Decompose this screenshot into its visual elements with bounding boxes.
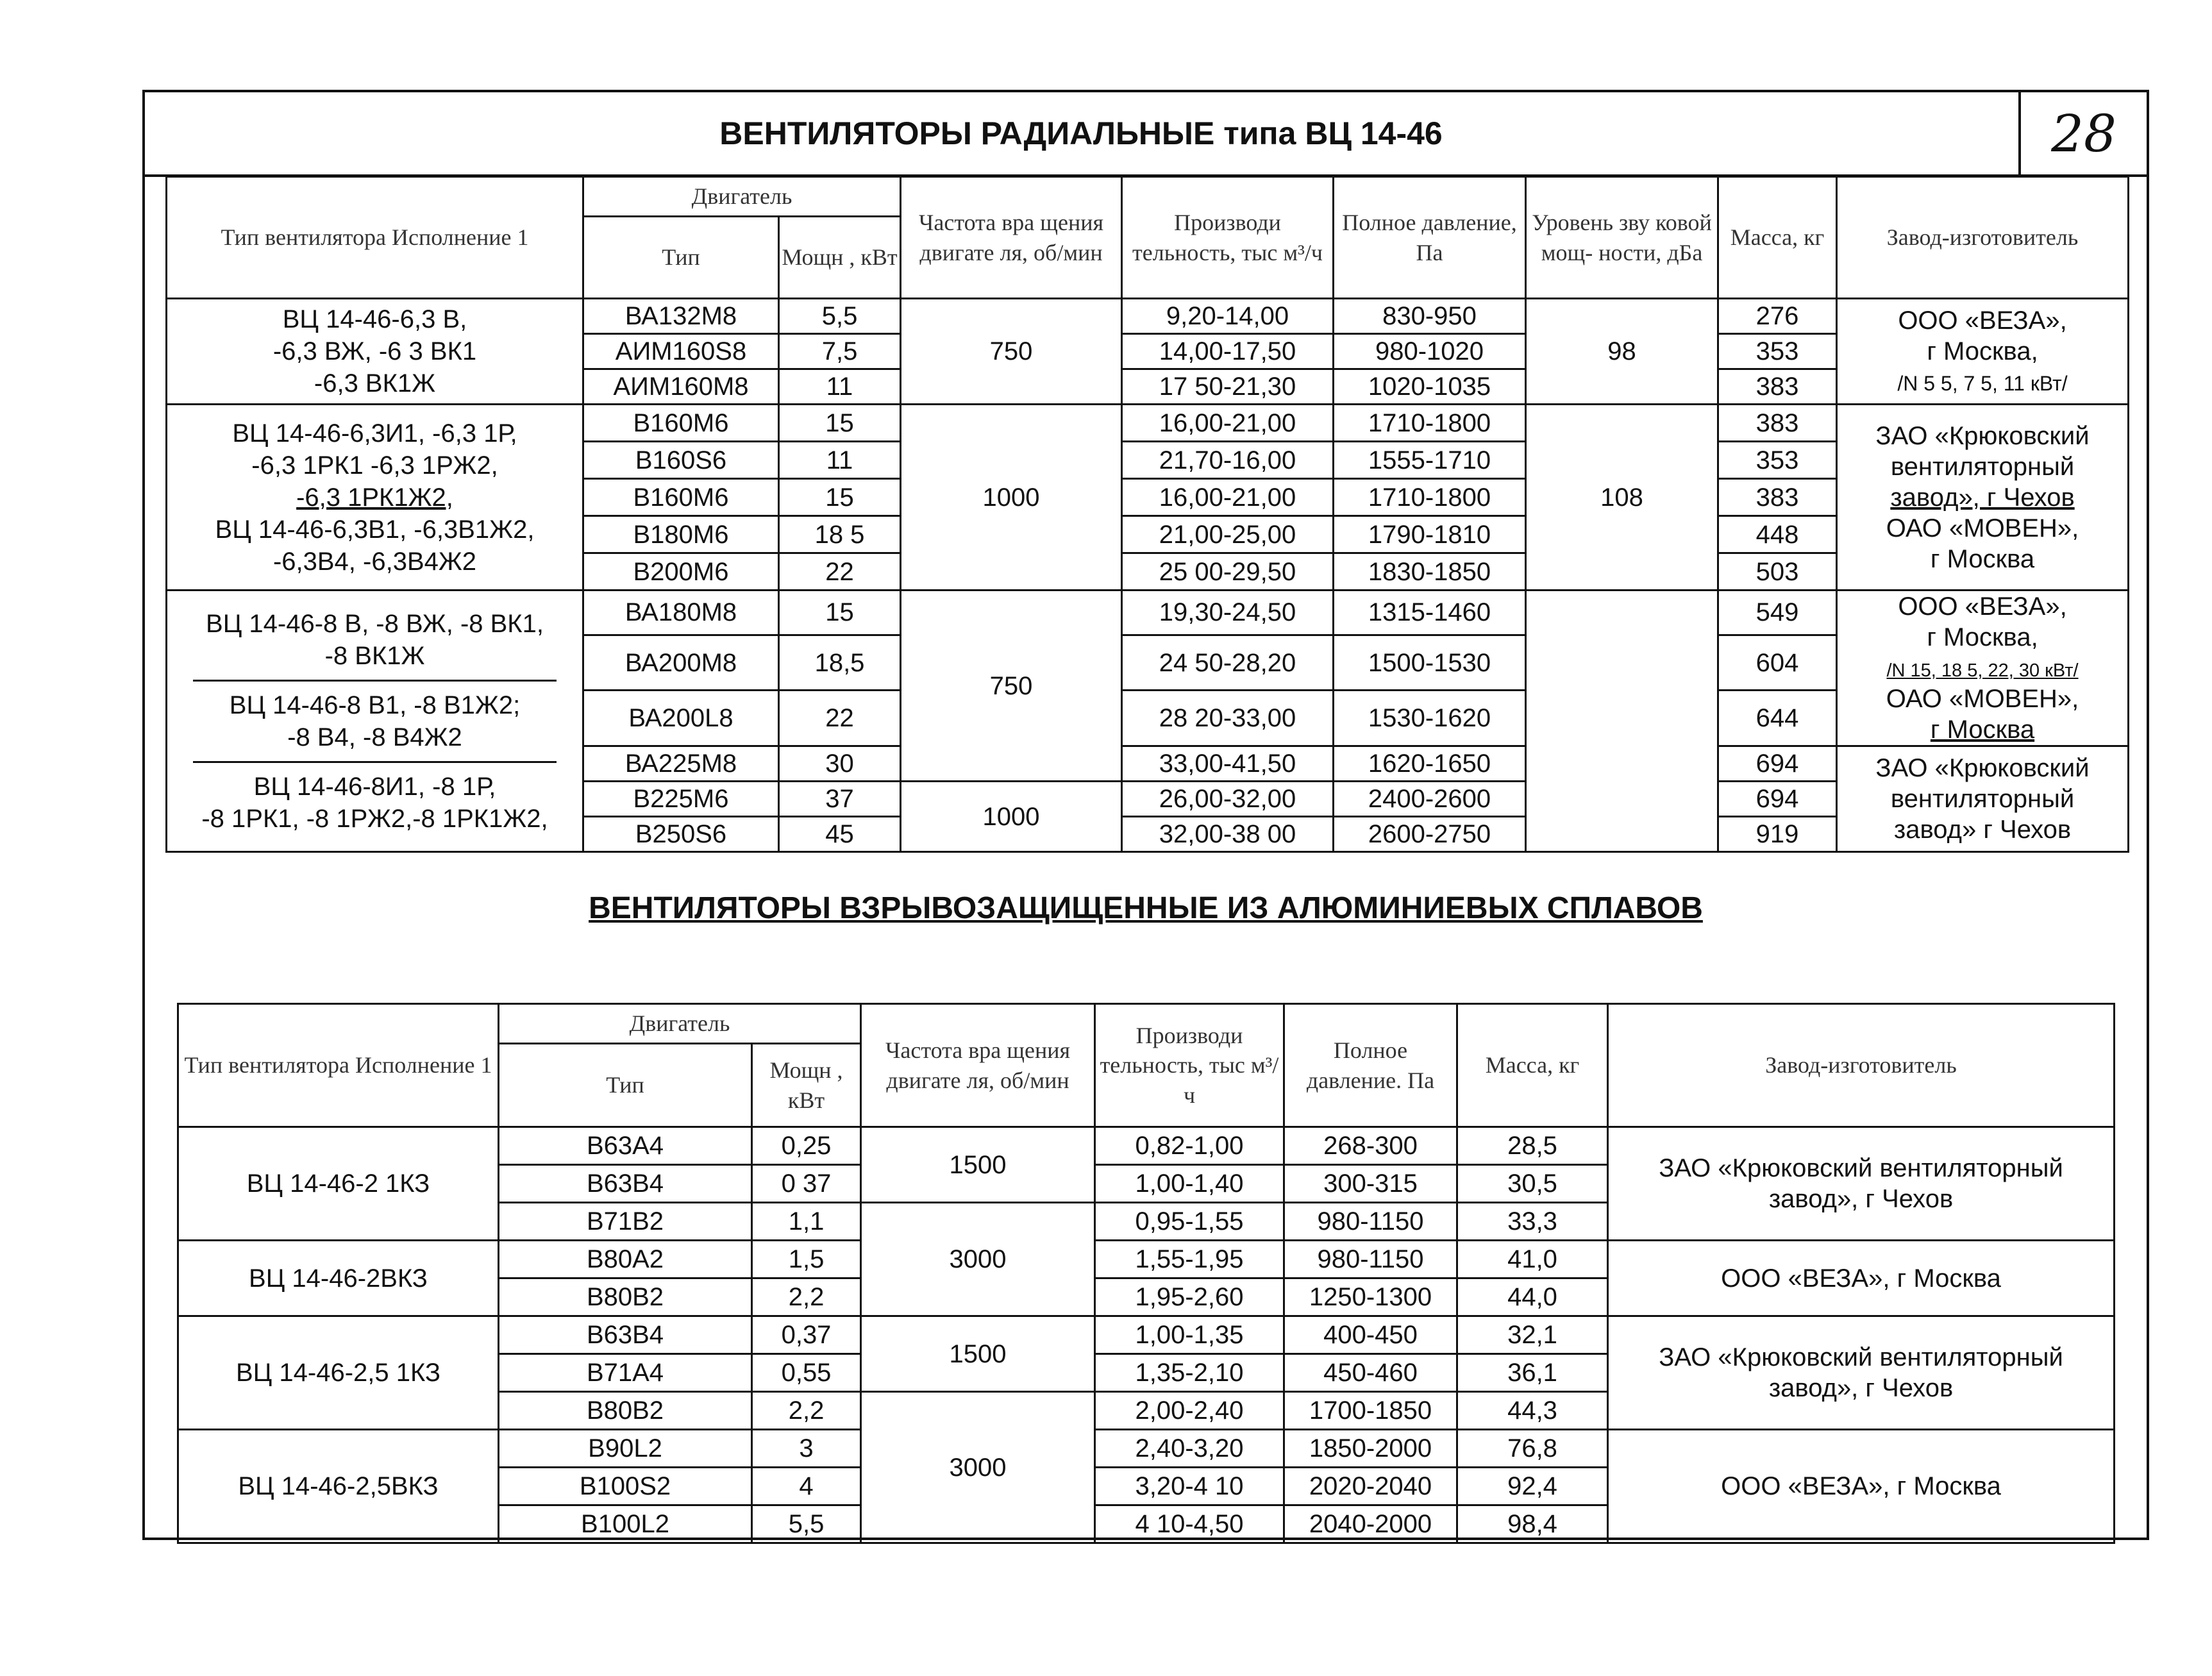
cell: 2,2: [752, 1392, 861, 1430]
cell: АИМ160S8: [583, 334, 779, 369]
maker-cell: [1608, 1316, 2115, 1430]
explosion-proof-fans-table: [177, 1003, 2115, 1544]
table-row: [178, 1430, 2115, 1468]
cell: 276: [1718, 299, 1837, 334]
speed-cell: 1500: [861, 1316, 1095, 1392]
header-fan-type: Тип вентилятора Исполнение 1: [167, 177, 583, 299]
header-pressure: Полное давление. Па: [1284, 1004, 1457, 1127]
cell: АИМ160М8: [583, 369, 779, 405]
text-line: ОАО «МОВЕН»,: [1886, 514, 2079, 542]
cell: 1850-2000: [1284, 1430, 1457, 1468]
cell: В180М6: [583, 516, 779, 553]
cell: 15: [779, 591, 901, 635]
cell: 1020-1035: [1334, 369, 1526, 405]
speed-cell: 1500: [861, 1127, 1095, 1203]
cell: В250S6: [583, 817, 779, 852]
cell: 1700-1850: [1284, 1392, 1457, 1430]
table-row: [178, 1241, 2115, 1278]
cell: 980-1150: [1284, 1241, 1457, 1278]
cell: 694: [1718, 746, 1837, 782]
cell: 4: [752, 1468, 861, 1505]
cell: 14,00-17,50: [1122, 334, 1334, 369]
cell: В80А2: [499, 1241, 752, 1278]
text-line: ЗАО «Крюковский: [1875, 754, 2090, 782]
text-line: ВЦ 14-46-6,3И1, -6,3 1Р,: [232, 419, 517, 448]
cell: 353: [1718, 442, 1837, 479]
cell: 644: [1718, 691, 1837, 746]
cell: 1,1: [752, 1203, 861, 1241]
cell: 1530-1620: [1334, 691, 1526, 746]
cell: В71А4: [499, 1354, 752, 1392]
cell: 21,00-25,00: [1122, 516, 1334, 553]
noise-cell: 108: [1526, 405, 1718, 591]
text-line: завод» г Чехов: [1893, 816, 2072, 844]
text-line: ВЦ 14-46-8И1, -8 1Р,: [253, 772, 496, 801]
cell: 383: [1718, 405, 1837, 442]
cell: 1,35-2,10: [1095, 1354, 1284, 1392]
header-motor-type: Тип: [499, 1044, 752, 1127]
cell: 32,1: [1457, 1316, 1608, 1354]
header-speed: Частота вра щения двигате ля, об/мин: [861, 1004, 1095, 1127]
text-line: г Москва,: [1927, 337, 2038, 365]
header-power: Мощн , кВт: [779, 217, 901, 299]
header-pressure: Полное давление, Па: [1334, 177, 1526, 299]
text-line: вентиляторный: [1890, 785, 2075, 813]
fan-type-cell: ВЦ 14-46-2,5 1КЗ: [178, 1316, 499, 1430]
text-line: ВЦ 14-46-8 В, -8 ВЖ, -8 ВК1,: [206, 609, 544, 638]
page-title: ВЕНТИЛЯТОРЫ РАДИАЛЬНЫЕ типа ВЦ 14-46: [719, 115, 1443, 151]
cell: 4 10-4,50: [1095, 1505, 1284, 1543]
cell: В225М6: [583, 782, 779, 817]
text-line: вентиляторный: [1890, 452, 2075, 481]
radial-fans-table: [165, 176, 2129, 853]
cell: 11: [779, 369, 901, 405]
text-line: -6,3В4, -6,3В4Ж2: [272, 547, 477, 576]
cell: 400-450: [1284, 1316, 1457, 1354]
maker-cell: [1837, 591, 2129, 746]
cell: 19,30-24,50: [1122, 591, 1334, 635]
maker-cell: [1837, 746, 2129, 852]
speed-cell: 3000: [861, 1392, 1095, 1543]
cell: 30: [779, 746, 901, 782]
cell: 5,5: [752, 1505, 861, 1543]
speed-cell: 3000: [861, 1203, 1095, 1316]
cell: 0,37: [752, 1316, 861, 1354]
title-row: [145, 92, 2147, 177]
text-line: /N 15, 18 5, 22, 30 кВт/: [1886, 660, 2079, 681]
cell: 9,20-14,00: [1122, 299, 1334, 334]
cell: 694: [1718, 782, 1837, 817]
maker-cell: ООО «ВЕЗА», г Москва: [1608, 1430, 2115, 1543]
header-motor: Двигатель: [583, 177, 901, 217]
maker-cell: [1608, 1127, 2115, 1241]
text-line: /N 5 5, 7 5, 11 кВт/: [1897, 372, 2068, 395]
fan-type-cell: [167, 299, 583, 405]
text-line: -6,3 1РК1 -6,3 1РЖ2,: [251, 451, 498, 480]
cell: 0,95-1,55: [1095, 1203, 1284, 1241]
cell: В160М6: [583, 479, 779, 516]
cell: В63В4: [499, 1165, 752, 1203]
cell: 383: [1718, 369, 1837, 405]
cell: 7,5: [779, 334, 901, 369]
text-line: -8 В4, -8 В4Ж2: [287, 723, 462, 751]
cell: 22: [779, 691, 901, 746]
noise-cell: [1526, 591, 1718, 852]
text-line: ОАО «МОВЕН»,: [1886, 685, 2079, 713]
cell: 2020-2040: [1284, 1468, 1457, 1505]
table-row: [167, 591, 2129, 635]
cell: 980-1150: [1284, 1203, 1457, 1241]
cell: 1315-1460: [1334, 591, 1526, 635]
cell: 3: [752, 1430, 861, 1468]
cell: 2400-2600: [1334, 782, 1526, 817]
cell: В100L2: [499, 1505, 752, 1543]
cell: 353: [1718, 334, 1837, 369]
cell: 450-460: [1284, 1354, 1457, 1392]
text-line: завод», г Чехов: [1890, 483, 2075, 512]
speed-cell: 1000: [901, 405, 1122, 591]
cell: В80В2: [499, 1278, 752, 1316]
cell: В160S6: [583, 442, 779, 479]
cell: 2600-2750: [1334, 817, 1526, 852]
cell: 76,8: [1457, 1430, 1608, 1468]
cell: 1790-1810: [1334, 516, 1526, 553]
cell: 44,0: [1457, 1278, 1608, 1316]
text-line: ВЦ 14-46-6,3 В,: [282, 305, 467, 333]
fan-type-cell: [167, 405, 583, 591]
cell: 5,5: [779, 299, 901, 334]
text-line: завод», г Чехов: [1768, 1374, 1954, 1402]
cell: В160М6: [583, 405, 779, 442]
cell: В80В2: [499, 1392, 752, 1430]
text-line: г Москва,: [1927, 623, 2038, 651]
cell: 24 50-28,20: [1122, 635, 1334, 691]
speed-cell: 750: [901, 299, 1122, 405]
header-mass: Масса, кг: [1457, 1004, 1608, 1127]
text-line: -8 1РК1, -8 1РЖ2,-8 1РК1Ж2,: [201, 804, 548, 833]
header-motor: Двигатель: [499, 1004, 861, 1044]
fan-type-cell: ВЦ 14-46-2,5ВКЗ: [178, 1430, 499, 1543]
cell: 16,00-21,00: [1122, 479, 1334, 516]
cell: В100S2: [499, 1468, 752, 1505]
section2-title: ВЕНТИЛЯТОРЫ ВЗРЫВОЗАЩИЩЕННЫЕ ИЗ АЛЮМИНИЕВЫХ СПЛАВОВ: [589, 891, 1703, 925]
header-noise: Уровень зву ковой мощ- ности, дБа: [1526, 177, 1718, 299]
cell: ВА200М8: [583, 635, 779, 691]
cell: 30,5: [1457, 1165, 1608, 1203]
fan-type-cell: ВЦ 14-46-2ВКЗ: [178, 1241, 499, 1316]
cell: 0 37: [752, 1165, 861, 1203]
header-flow: Производи тельность, тыс м³/ч: [1095, 1004, 1284, 1127]
cell: 28,5: [1457, 1127, 1608, 1165]
cell: 22: [779, 553, 901, 591]
cell: 1710-1800: [1334, 405, 1526, 442]
document-frame: [142, 90, 2149, 1540]
text-line: г Москва: [1930, 544, 2035, 573]
header-motor-type: Тип: [583, 217, 779, 299]
cell: 549: [1718, 591, 1837, 635]
header-flow: Производи тельность, тыс м³/ч: [1122, 177, 1334, 299]
cell: 1250-1300: [1284, 1278, 1457, 1316]
cell: 1,5: [752, 1241, 861, 1278]
cell: 33,3: [1457, 1203, 1608, 1241]
table-row: [167, 299, 2129, 334]
cell: 45: [779, 817, 901, 852]
text-line: ВЦ 14-46-8 В1, -8 В1Ж2;: [229, 691, 521, 719]
cell: 830-950: [1334, 299, 1526, 334]
cell: 33,00-41,50: [1122, 746, 1334, 782]
header-maker: Завод-изготовитель: [1837, 177, 2129, 299]
cell: ВА225М8: [583, 746, 779, 782]
cell: 11: [779, 442, 901, 479]
text-line: -6,3 1РК1Ж2,: [296, 483, 453, 512]
cell: 15: [779, 405, 901, 442]
cell: 41,0: [1457, 1241, 1608, 1278]
table-row: [178, 1316, 2115, 1354]
cell: 2,2: [752, 1278, 861, 1316]
cell: 0,25: [752, 1127, 861, 1165]
cell: 3,20-4 10: [1095, 1468, 1284, 1505]
cell: 268-300: [1284, 1127, 1457, 1165]
cell: 15: [779, 479, 901, 516]
cell: 16,00-21,00: [1122, 405, 1334, 442]
cell: В90L2: [499, 1430, 752, 1468]
text-line: г Москва: [1930, 716, 2035, 744]
header-fan-type: Тип вентилятора Исполнение 1: [178, 1004, 499, 1127]
cell: 2,00-2,40: [1095, 1392, 1284, 1430]
cell: 2,40-3,20: [1095, 1430, 1284, 1468]
cell: 32,00-38 00: [1122, 817, 1334, 852]
cell: 1710-1800: [1334, 479, 1526, 516]
cell: 0,82-1,00: [1095, 1127, 1284, 1165]
cell: 980-1020: [1334, 334, 1526, 369]
cell: 503: [1718, 553, 1837, 591]
cell: 919: [1718, 817, 1837, 852]
cell: 92,4: [1457, 1468, 1608, 1505]
page-number: 28: [2018, 92, 2147, 174]
cell: В71В2: [499, 1203, 752, 1241]
cell: В63В4: [499, 1316, 752, 1354]
table-row: [167, 405, 2129, 442]
cell: 383: [1718, 479, 1837, 516]
header-mass: Масса, кг: [1718, 177, 1837, 299]
text-line: ВЦ 14-46-6,3В1, -6,3В1Ж2,: [215, 515, 535, 544]
cell: 37: [779, 782, 901, 817]
maker-cell: ООО «ВЕЗА», г Москва: [1608, 1241, 2115, 1316]
cell: 1,00-1,35: [1095, 1316, 1284, 1354]
cell: 44,3: [1457, 1392, 1608, 1430]
cell: 26,00-32,00: [1122, 782, 1334, 817]
text-line: завод», г Чехов: [1768, 1185, 1954, 1213]
speed-cell: 1000: [901, 782, 1122, 852]
text-line: -6,3 ВЖ, -6 3 ВК1: [272, 337, 477, 365]
text-line: -6,3 ВК1Ж: [314, 369, 436, 398]
table-row: [178, 1127, 2115, 1165]
cell: 21,70-16,00: [1122, 442, 1334, 479]
text-line: ООО «ВЕЗА»,: [1898, 592, 2067, 621]
cell: 25 00-29,50: [1122, 553, 1334, 591]
cell: 1,95-2,60: [1095, 1278, 1284, 1316]
cell: 28 20-33,00: [1122, 691, 1334, 746]
cell: 1555-1710: [1334, 442, 1526, 479]
cell: 18,5: [779, 635, 901, 691]
header-power: Мощн , кВт: [752, 1044, 861, 1127]
cell: ВА180М8: [583, 591, 779, 635]
cell: 1500-1530: [1334, 635, 1526, 691]
cell: 1620-1650: [1334, 746, 1526, 782]
cell: 1830-1850: [1334, 553, 1526, 591]
maker-cell: [1837, 299, 2129, 405]
cell: 448: [1718, 516, 1837, 553]
cell: В200М6: [583, 553, 779, 591]
fan-type-cell: ВЦ 14-46-2 1КЗ: [178, 1127, 499, 1241]
cell: 98,4: [1457, 1505, 1608, 1543]
cell: 17 50-21,30: [1122, 369, 1334, 405]
cell: 604: [1718, 635, 1837, 691]
cell: 36,1: [1457, 1354, 1608, 1392]
cell: В63А4: [499, 1127, 752, 1165]
cell: 2040-2000: [1284, 1505, 1457, 1543]
text-line: ЗАО «Крюковский вентиляторный: [1659, 1343, 2063, 1371]
text-line: -8 ВК1Ж: [324, 641, 425, 670]
speed-cell: 750: [901, 591, 1122, 782]
cell: 18 5: [779, 516, 901, 553]
cell: ВА132М8: [583, 299, 779, 334]
text-line: ЗАО «Крюковский вентиляторный: [1659, 1154, 2063, 1182]
header-speed: Частота вра щения двигате ля, об/мин: [901, 177, 1122, 299]
cell: 1,55-1,95: [1095, 1241, 1284, 1278]
cell: ВА200L8: [583, 691, 779, 746]
cell: 1,00-1,40: [1095, 1165, 1284, 1203]
noise-cell: 98: [1526, 299, 1718, 405]
cell: 0,55: [752, 1354, 861, 1392]
text-line: ООО «ВЕЗА»,: [1898, 306, 2067, 335]
header-maker: Завод-изготовитель: [1608, 1004, 2115, 1127]
text-line: ЗАО «Крюковский: [1875, 421, 2090, 450]
fan-type-cell: [167, 591, 583, 852]
cell: 300-315: [1284, 1165, 1457, 1203]
maker-cell: [1837, 405, 2129, 591]
